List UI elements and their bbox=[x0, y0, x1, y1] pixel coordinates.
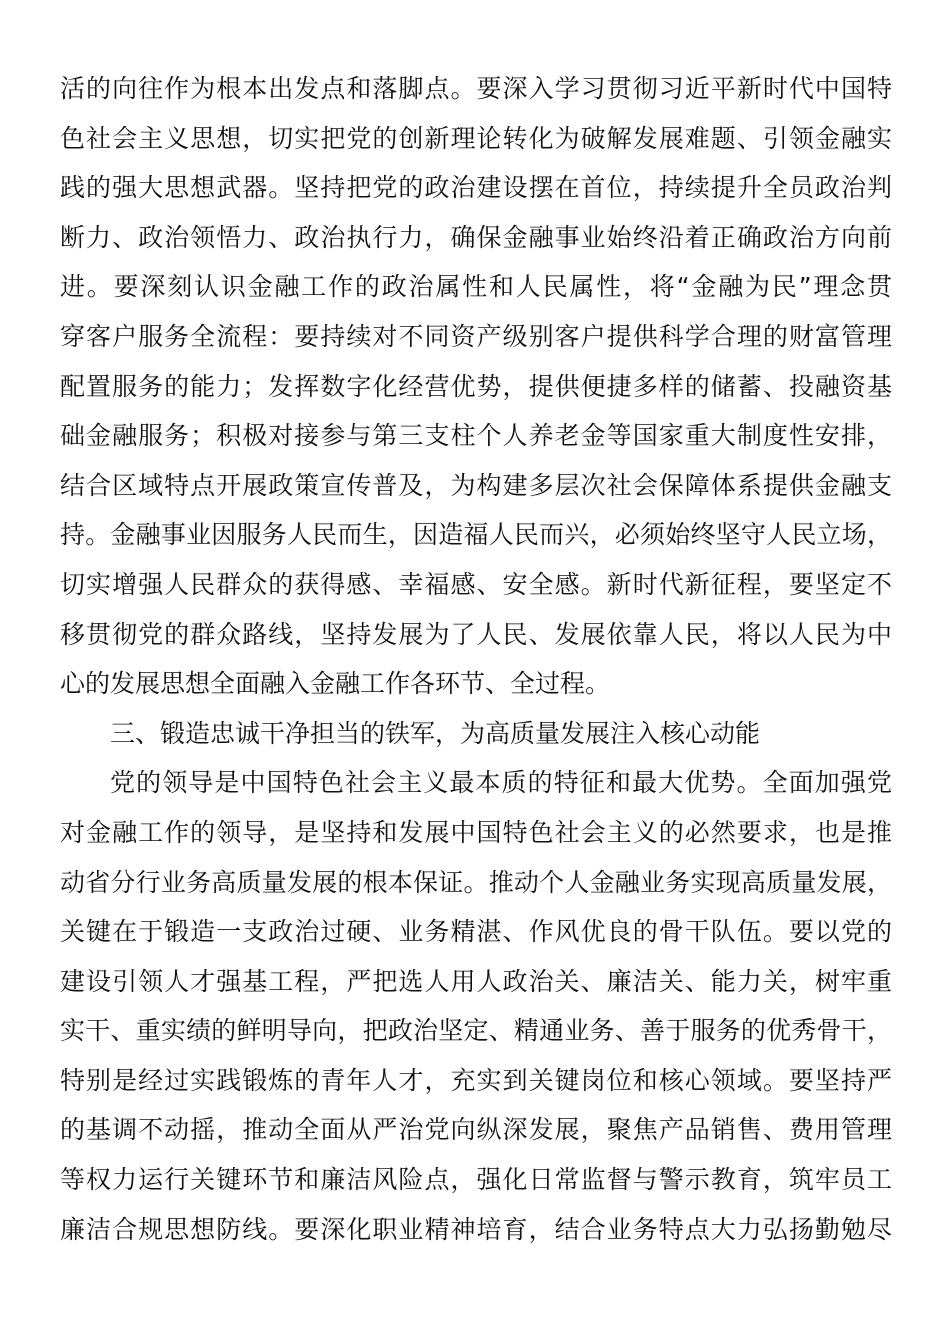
body-text-line: 配置服务的能力；发挥数字化经营优势，提供便捷多样的储蓄、投融资基 bbox=[60, 371, 892, 401]
body-text-line: 色社会主义思想，切实把党的创新理论转化为破解发展难题、引领金融实 bbox=[60, 123, 892, 153]
body-text-line: 对金融工作的领导，是坚持和发展中国特色社会主义的必然要求，也是推 bbox=[60, 817, 892, 847]
body-text-line: 断力、政治领悟力、政治执行力，确保金融事业始终沿着正确政治方向前 bbox=[60, 222, 892, 252]
body-text-line: 等权力运行关键环节和廉洁风险点，强化日常监督与警示教育，筑牢员工 bbox=[60, 1165, 892, 1195]
body-text-line: 进。要深刻认识金融工作的政治属性和人民属性，将“金融为民”理念贯 bbox=[60, 272, 892, 302]
body-text-line: 实干、重实绩的鲜明导向，把政治坚定、精通业务、善于服务的优秀骨干， bbox=[60, 1016, 892, 1046]
document-page bbox=[60, 64, 892, 1254]
body-text-line: 关键在于锻造一支政治过硬、业务精湛、作风优良的骨干队伍。要以党的 bbox=[60, 917, 892, 947]
body-text-line: 践的强大思想武器。坚持把党的政治建设摆在首位，持续提升全员政治判 bbox=[60, 173, 892, 203]
body-text-line: 结合区域特点开展政策宣传普及，为构建多层次社会保障体系提供金融支 bbox=[60, 470, 892, 500]
body-text-line: 础金融服务；积极对接参与第三支柱个人养老金等国家重大制度性安排， bbox=[60, 421, 892, 451]
body-text-line: 动省分行业务高质量发展的根本保证。推动个人金融业务实现高质量发展， bbox=[60, 867, 892, 897]
body-text-line: 切实增强人民群众的获得感、幸福感、安全感。新时代新征程，要坚定不 bbox=[60, 569, 892, 599]
section-heading: 三、锻造忠诚干净担当的铁军，为高质量发展注入核心动能 bbox=[110, 718, 761, 748]
body-text-line: 廉洁合规思想防线。要深化职业精神培育，结合业务特点大力弘扬勤勉尽 bbox=[60, 1214, 892, 1244]
body-text-line: 活的向往作为根本出发点和落脚点。要深入学习贯彻习近平新时代中国特 bbox=[60, 74, 892, 103]
body-text-line: 穿客户服务全流程：要持续对不同资产级别客户提供科学合理的财富管理 bbox=[60, 321, 892, 351]
body-text-line: 特别是经过实践锻炼的青年人才，充实到关键岗位和核心领域。要坚持严 bbox=[60, 1065, 892, 1095]
body-text-line: 党的领导是中国特色社会主义最本质的特征和最大优势。全面加强党 bbox=[110, 768, 892, 798]
body-text-line: 的基调不动摇，推动全面从严治党向纵深发展，聚焦产品销售、费用管理 bbox=[60, 1115, 892, 1145]
body-text-line: 心的发展思想全面融入金融工作各环节、全过程。 bbox=[60, 669, 611, 699]
body-text-line: 建设引领人才强基工程，严把选人用人政治关、廉洁关、能力关，树牢重 bbox=[60, 966, 892, 996]
body-text-line: 移贯彻党的群众路线，坚持发展为了人民、发展依靠人民，将以人民为中 bbox=[60, 619, 892, 649]
body-text-line: 持。金融事业因服务人民而生，因造福人民而兴，必须始终坚守人民立场， bbox=[60, 520, 892, 550]
